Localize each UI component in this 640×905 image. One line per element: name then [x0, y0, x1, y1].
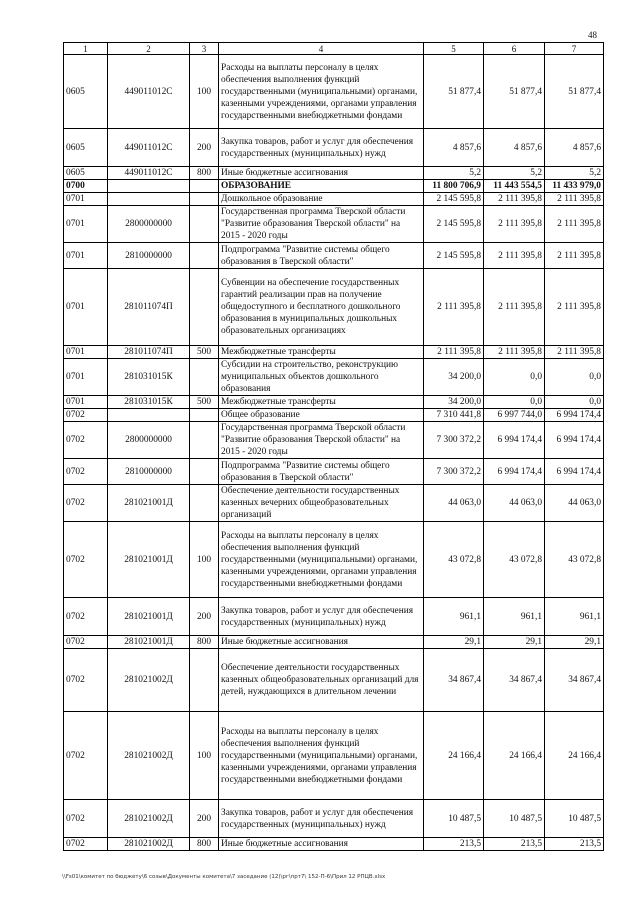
expense-type-code: [190, 180, 219, 193]
expense-type-code: [190, 206, 219, 243]
target-article-code: 281031015К: [108, 396, 190, 409]
amount-col-6: 2 111 395,8: [484, 206, 545, 243]
amount-col-7: 44 063,0: [545, 485, 604, 522]
target-article-code: 281021001Д: [108, 598, 190, 636]
section-code: 0702: [64, 459, 108, 485]
expense-type-code: 800: [190, 636, 219, 649]
amount-col-5: 43 072,8: [424, 522, 484, 598]
amount-col-6: 2 111 395,8: [484, 193, 545, 206]
target-article-code: [108, 193, 190, 206]
expense-type-code: [190, 359, 219, 396]
amount-col-5: 7 300 372,2: [424, 459, 484, 485]
expense-type-code: 100: [190, 55, 219, 129]
section-code: 0702: [64, 422, 108, 459]
amount-col-6: 6 994 174,4: [484, 422, 545, 459]
description: Подпрограмма "Развитие системы общего образования в Тверской области": [219, 459, 424, 485]
budget-table: [63, 42, 604, 851]
description: Дошкольное образование: [219, 193, 424, 206]
amount-col-5: 2 145 595,8: [424, 193, 484, 206]
amount-col-6: 34 867,4: [484, 649, 545, 712]
amount-col-6: 213,5: [484, 838, 545, 851]
expense-type-code: [190, 485, 219, 522]
amount-col-5: 4 857,6: [424, 129, 484, 167]
target-article-code: 2810000000: [108, 459, 190, 485]
expense-type-code: [190, 243, 219, 269]
table-row: [64, 167, 604, 180]
section-code: 0700: [64, 180, 108, 193]
table-row: [64, 269, 604, 346]
description: Расходы на выплаты персоналу в целях обеспечения выполнения функций государственными (муниципальными) органами, казенными учреждениями, органами управления государственными внебюджетными фондами: [219, 712, 424, 800]
section-code: 0702: [64, 712, 108, 800]
description: Иные бюджетные ассигнования: [219, 167, 424, 180]
target-article-code: [108, 180, 190, 193]
page-number: 48: [588, 30, 597, 40]
section-code: 0702: [64, 485, 108, 522]
amount-col-6: 4 857,6: [484, 129, 545, 167]
expense-type-code: 500: [190, 396, 219, 409]
amount-col-7: 6 994 174,4: [545, 422, 604, 459]
amount-col-5: 44 063,0: [424, 485, 484, 522]
amount-col-7: 5,2: [545, 167, 604, 180]
header-row: [64, 43, 604, 55]
table-row: [64, 396, 604, 409]
section-code: 0702: [64, 598, 108, 636]
description: Государственная программа Тверской области "Развитие образования Тверской области" на 2015 - 2020 годы: [219, 206, 424, 243]
section-code: 0702: [64, 800, 108, 838]
description: Расходы на выплаты персоналу в целях обеспечения выполнения функций государственными (муниципальными) органами, казенными учреждениями, органами управления государственными внебюджетными фондами: [219, 522, 424, 598]
target-article-code: 281021002Д: [108, 838, 190, 851]
amount-col-6: 2 111 395,8: [484, 346, 545, 359]
amount-col-5: 34 200,0: [424, 396, 484, 409]
amount-col-7: 11 433 979,0: [545, 180, 604, 193]
amount-col-5: 5,2: [424, 167, 484, 180]
target-article-code: 281021001Д: [108, 522, 190, 598]
amount-col-7: 24 166,4: [545, 712, 604, 800]
table-row: [64, 712, 604, 800]
description: Закупка товаров, работ и услуг для обеспечения государственных (муниципальных) нужд: [219, 800, 424, 838]
header-col-2: 2: [108, 43, 190, 55]
table-row: [64, 598, 604, 636]
amount-col-6: 11 443 554,5: [484, 180, 545, 193]
expense-type-code: [190, 193, 219, 206]
amount-col-6: 961,1: [484, 598, 545, 636]
target-article-code: 449011012С: [108, 55, 190, 129]
amount-col-5: 2 145 595,8: [424, 243, 484, 269]
amount-col-7: 10 487,5: [545, 800, 604, 838]
table-row: [64, 485, 604, 522]
amount-col-5: 213,5: [424, 838, 484, 851]
section-code: 0702: [64, 649, 108, 712]
amount-col-7: 4 857,6: [545, 129, 604, 167]
header-col-5: 5: [424, 43, 484, 55]
target-article-code: 2810000000: [108, 243, 190, 269]
amount-col-6: 2 111 395,8: [484, 269, 545, 346]
description: Расходы на выплаты персоналу в целях обеспечения выполнения функций государственными (муниципальными) органами, казенными учреждениями, органами управления государственными внебюджетными фондами: [219, 55, 424, 129]
expense-type-code: [190, 649, 219, 712]
target-article-code: 281021001Д: [108, 485, 190, 522]
amount-col-5: 10 487,5: [424, 800, 484, 838]
target-article-code: 281031015К: [108, 359, 190, 396]
table-row: [64, 129, 604, 167]
table-row: [64, 800, 604, 838]
description: Субсидии на строительство, реконструкцию муниципальных объектов дошкольного образования: [219, 359, 424, 396]
section-code: 0605: [64, 167, 108, 180]
section-code: 0702: [64, 636, 108, 649]
header-col-1: 1: [64, 43, 108, 55]
table-row: [64, 459, 604, 485]
amount-col-5: 7 300 372,2: [424, 422, 484, 459]
table-row: [64, 838, 604, 851]
section-code: 0605: [64, 129, 108, 167]
expense-type-code: 800: [190, 167, 219, 180]
target-article-code: 281011074П: [108, 269, 190, 346]
file-path-footer: \\Fs01\комитет по бюджету\6 созыв\Документы комитета\7 заседание (12)\рг\прт7\ 152-П-6\Прил 12 РПЦВ.xlsx: [62, 874, 386, 880]
amount-col-7: 0,0: [545, 359, 604, 396]
header-col-3: 3: [190, 43, 219, 55]
amount-col-6: 6 997 744,0: [484, 409, 545, 422]
table-row: [64, 422, 604, 459]
amount-col-7: 2 111 395,8: [545, 269, 604, 346]
amount-col-6: 29,1: [484, 636, 545, 649]
amount-col-7: 43 072,8: [545, 522, 604, 598]
amount-col-6: 2 111 395,8: [484, 243, 545, 269]
expense-type-code: [190, 409, 219, 422]
amount-col-5: 961,1: [424, 598, 484, 636]
amount-col-5: 29,1: [424, 636, 484, 649]
target-article-code: 2800000000: [108, 206, 190, 243]
section-code: 0702: [64, 409, 108, 422]
header-col-4: 4: [219, 43, 424, 55]
amount-col-6: 5,2: [484, 167, 545, 180]
table-row: [64, 649, 604, 712]
amount-col-5: 34 200,0: [424, 359, 484, 396]
description: Обеспечение деятельности государственных казенных общеобразовательных организаций для детей, нуждающихся в длительном лечении: [219, 649, 424, 712]
target-article-code: 281011074П: [108, 346, 190, 359]
description: Общее образование: [219, 409, 424, 422]
amount-col-5: 7 310 441,8: [424, 409, 484, 422]
header-col-7: 7: [545, 43, 604, 55]
table-row: [64, 346, 604, 359]
target-article-code: 449011012С: [108, 129, 190, 167]
description: Субвенции на обеспечение государственных гарантий реализации прав на получение общедоступного и бесплатного дошкольного образования в муниципальных дошкольных образовательных организациях: [219, 269, 424, 346]
expense-type-code: [190, 422, 219, 459]
amount-col-6: 10 487,5: [484, 800, 545, 838]
table-row: [64, 359, 604, 396]
amount-col-7: 6 994 174,4: [545, 409, 604, 422]
description: Государственная программа Тверской области "Развитие образования Тверской области" на 2015 - 2020 годы: [219, 422, 424, 459]
target-article-code: 281021002Д: [108, 649, 190, 712]
amount-col-6: 0,0: [484, 359, 545, 396]
description: Межбюджетные трансферты: [219, 346, 424, 359]
description: Подпрограмма "Развитие системы общего образования в Тверской области": [219, 243, 424, 269]
amount-col-5: 2 111 395,8: [424, 346, 484, 359]
description: Иные бюджетные ассигнования: [219, 636, 424, 649]
amount-col-6: 43 072,8: [484, 522, 545, 598]
target-article-code: [108, 409, 190, 422]
expense-type-code: [190, 459, 219, 485]
amount-col-6: 24 166,4: [484, 712, 545, 800]
section-code: 0702: [64, 838, 108, 851]
description: ОБРАЗОВАНИЕ: [219, 180, 424, 193]
description: Закупка товаров, работ и услуг для обеспечения государственных (муниципальных) нужд: [219, 598, 424, 636]
expense-type-code: [190, 269, 219, 346]
section-code: 0702: [64, 522, 108, 598]
amount-col-5: 34 867,4: [424, 649, 484, 712]
expense-type-code: 200: [190, 129, 219, 167]
amount-col-7: 34 867,4: [545, 649, 604, 712]
amount-col-6: 51 877,4: [484, 55, 545, 129]
expense-type-code: 800: [190, 838, 219, 851]
table-body: [64, 55, 604, 851]
description: Межбюджетные трансферты: [219, 396, 424, 409]
amount-col-7: 0,0: [545, 396, 604, 409]
section-code: 0701: [64, 359, 108, 396]
target-article-code: 2800000000: [108, 422, 190, 459]
amount-col-5: 24 166,4: [424, 712, 484, 800]
description: Обеспечение деятельности государственных казенных вечерних общеобразовательных организаций: [219, 485, 424, 522]
section-code: 0701: [64, 243, 108, 269]
expense-type-code: 100: [190, 522, 219, 598]
amount-col-7: 6 994 174,4: [545, 459, 604, 485]
section-code: 0701: [64, 193, 108, 206]
amount-col-5: 2 111 395,8: [424, 269, 484, 346]
section-code: 0701: [64, 206, 108, 243]
target-article-code: 281021002Д: [108, 800, 190, 838]
section-code: 0701: [64, 346, 108, 359]
section-code: 0605: [64, 55, 108, 129]
table-row: [64, 193, 604, 206]
amount-col-7: 213,5: [545, 838, 604, 851]
amount-col-7: 2 111 395,8: [545, 346, 604, 359]
amount-col-7: 29,1: [545, 636, 604, 649]
table-row: [64, 55, 604, 129]
amount-col-5: 11 800 706,9: [424, 180, 484, 193]
table-row: [64, 522, 604, 598]
amount-col-6: 44 063,0: [484, 485, 545, 522]
expense-type-code: 500: [190, 346, 219, 359]
section-code: 0701: [64, 269, 108, 346]
amount-col-7: 2 111 395,8: [545, 206, 604, 243]
expense-type-code: 200: [190, 800, 219, 838]
description: Иные бюджетные ассигнования: [219, 838, 424, 851]
target-article-code: 281021002Д: [108, 712, 190, 800]
table-row: [64, 636, 604, 649]
table-row: [64, 243, 604, 269]
header-col-6: 6: [484, 43, 545, 55]
amount-col-6: 6 994 174,4: [484, 459, 545, 485]
section-code: 0701: [64, 396, 108, 409]
expense-type-code: 200: [190, 598, 219, 636]
expense-type-code: 100: [190, 712, 219, 800]
amount-col-7: 51 877,4: [545, 55, 604, 129]
amount-col-6: 0,0: [484, 396, 545, 409]
amount-col-5: 2 145 595,8: [424, 206, 484, 243]
description: Закупка товаров, работ и услуг для обеспечения государственных (муниципальных) нужд: [219, 129, 424, 167]
amount-col-7: 2 111 395,8: [545, 243, 604, 269]
table-row: [64, 180, 604, 193]
table-row: [64, 206, 604, 243]
table-row: [64, 409, 604, 422]
target-article-code: 281021001Д: [108, 636, 190, 649]
target-article-code: 449011012С: [108, 167, 190, 180]
amount-col-7: 2 111 395,8: [545, 193, 604, 206]
amount-col-5: 51 877,4: [424, 55, 484, 129]
amount-col-7: 961,1: [545, 598, 604, 636]
